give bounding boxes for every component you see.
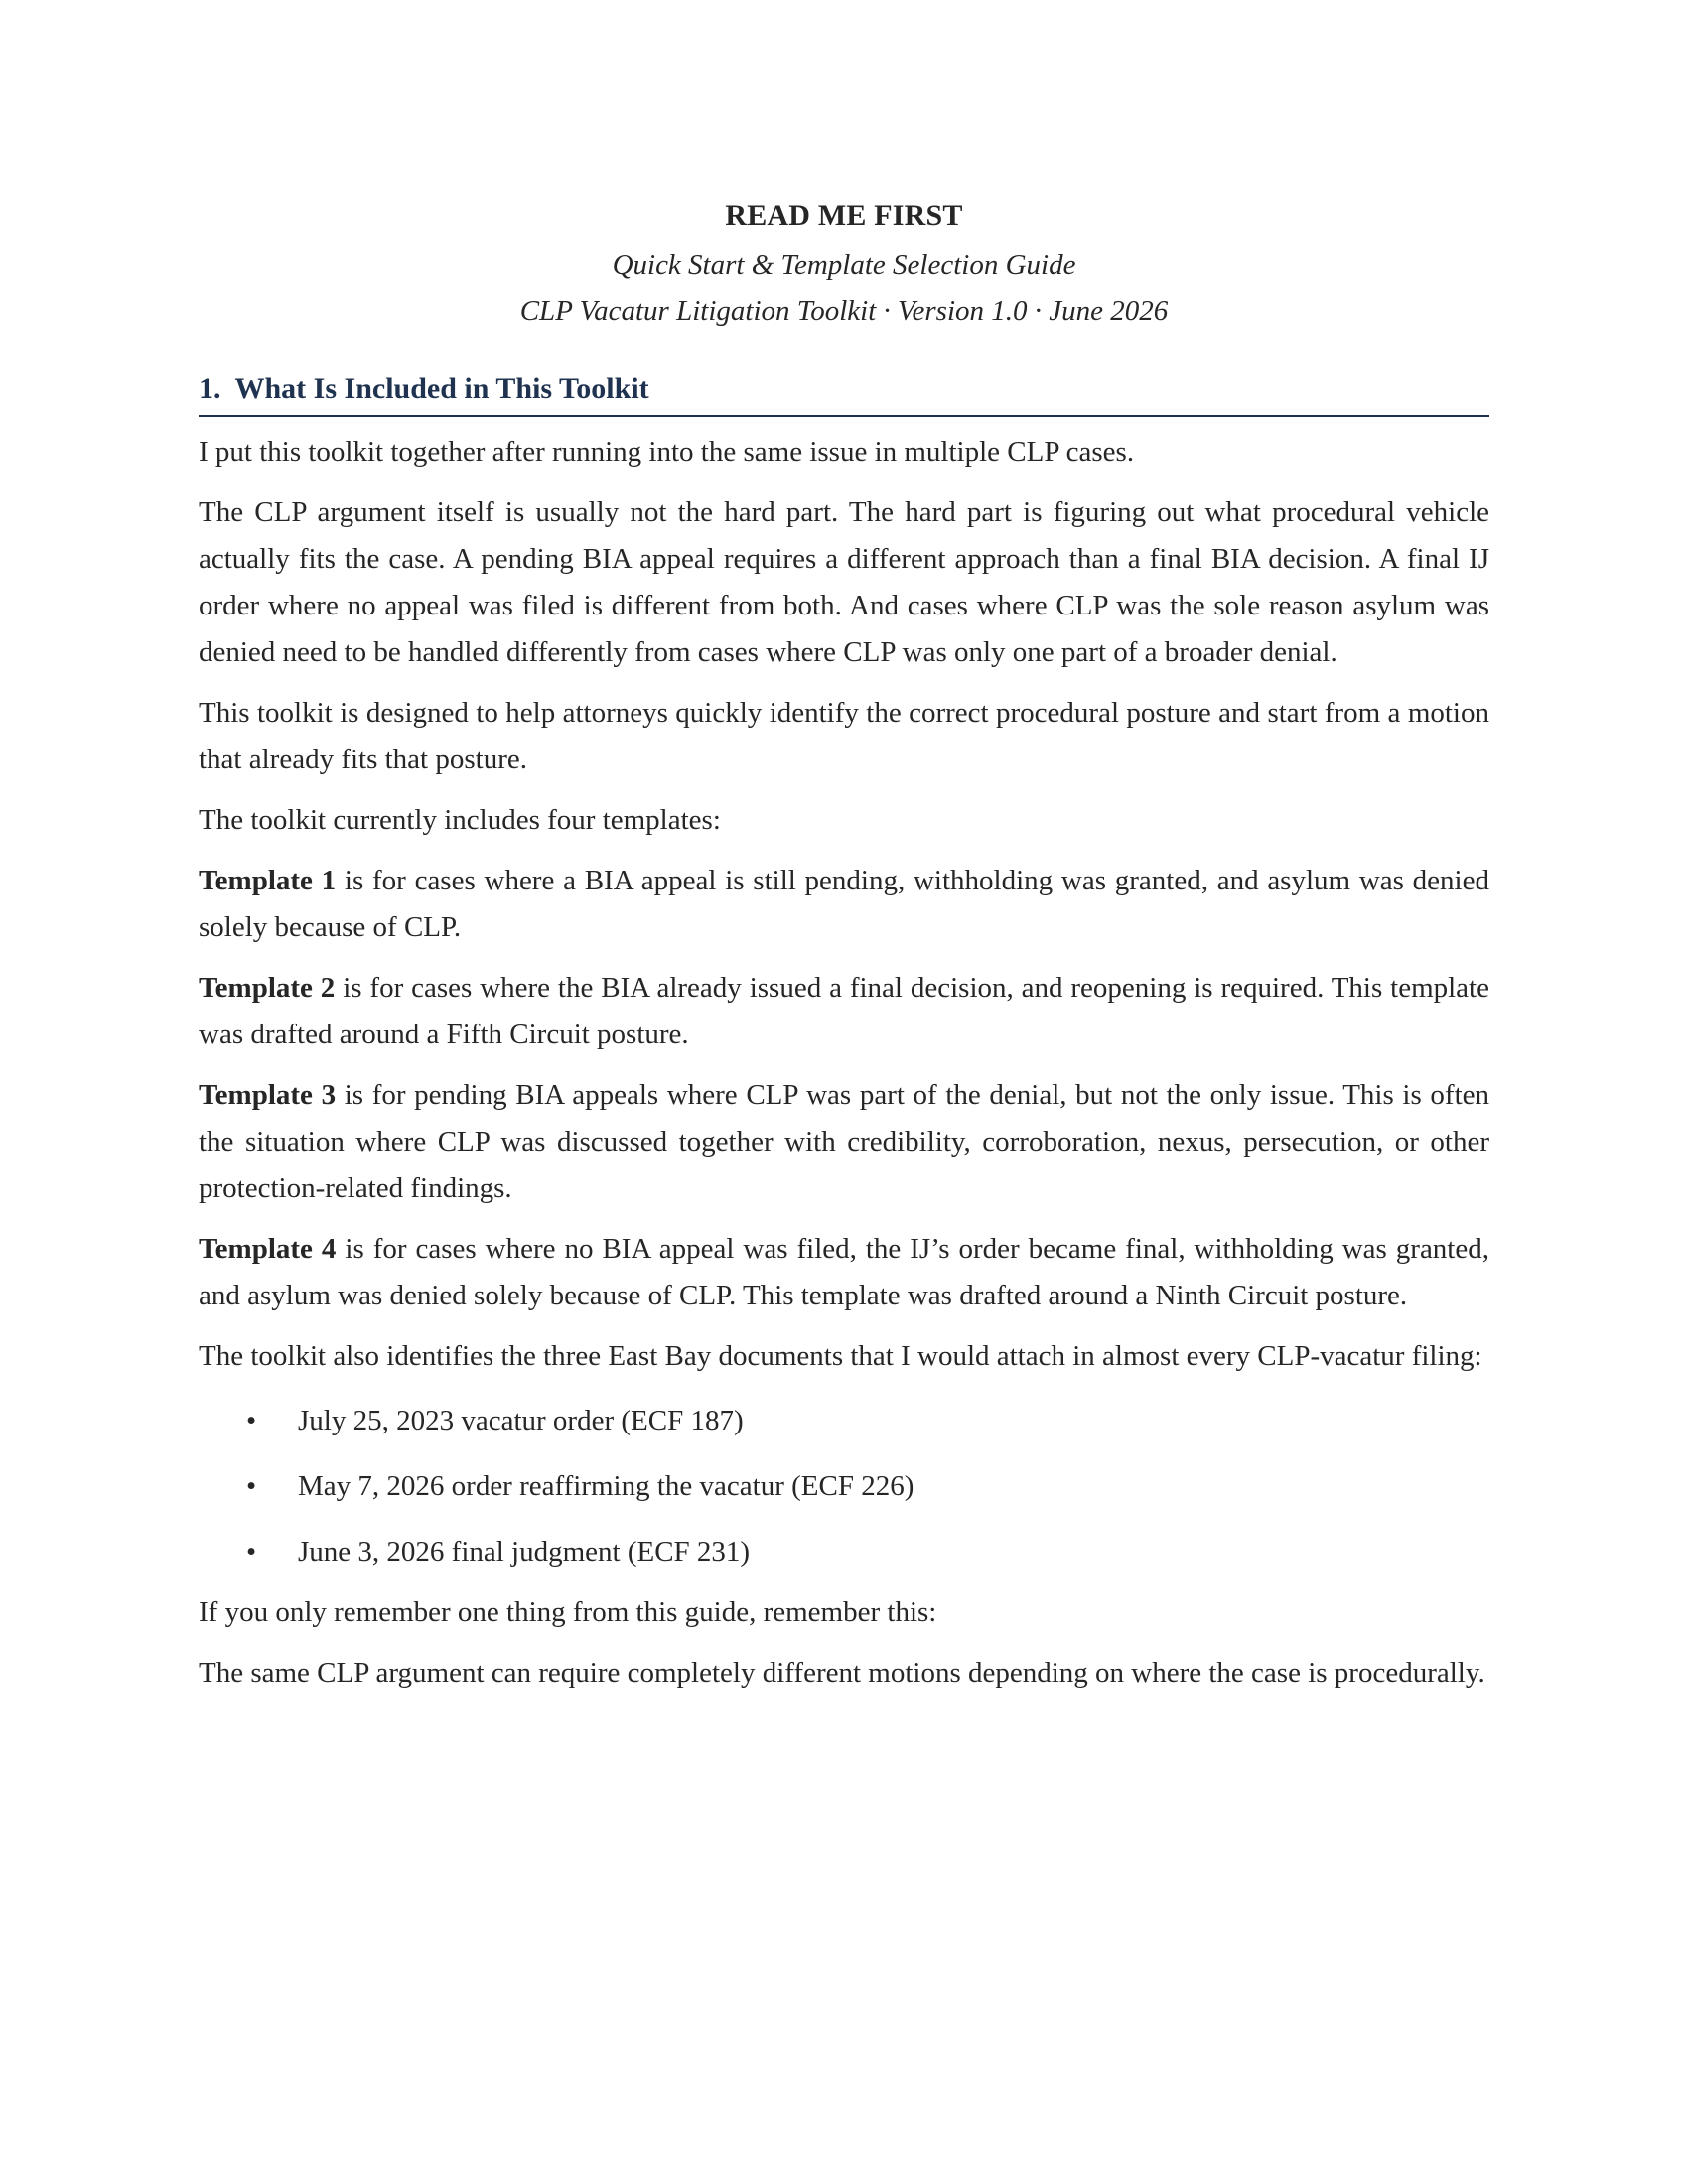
templates-intro-paragraph: The toolkit currently includes four templates:: [199, 804, 721, 836]
bullet-icon: •: [246, 1405, 257, 1436]
template-label: Template 1: [199, 865, 337, 896]
intro-paragraph: I put this toolkit together after running into the same issue in multiple CLP cases.: [199, 436, 1135, 468]
bullet-icon: •: [246, 1470, 257, 1502]
document-version-line: CLP Vacatur Litigation Toolkit · Version 1.0 · June 2026: [519, 295, 1169, 327]
template-label: Template 4: [199, 1233, 337, 1265]
template-1-paragraph: [199, 858, 1489, 951]
template-description: is for cases where a BIA appeal is still pending, withholding was granted, and asylum was denied solely because of CLP.: [199, 865, 1489, 943]
problem-paragraph: The CLP argument itself is usually not the hard part. The hard part is figuring out what procedural vehicle actually fits the case. A pending BIA appeal requires a different approach than a final BIA decision. A final IJ order where no appeal was filed is different from both. And cases where CLP was the sole reason asylum was denied need to be handled differently from cases where CLP was only one part of a broader denial.: [199, 496, 1489, 668]
template-4-paragraph: [199, 1226, 1489, 1319]
document-title: READ ME FIRST: [725, 200, 963, 232]
document-subtitle: Quick Start & Template Selection Guide: [612, 249, 1076, 281]
section-number: 1.: [199, 372, 221, 405]
template-3-paragraph: [199, 1072, 1489, 1212]
document-page: [199, 197, 1489, 1697]
template-label: Template 3: [199, 1079, 337, 1111]
remember-intro-paragraph: If you only remember one thing from this guide, remember this:: [199, 1596, 937, 1628]
list-item: [199, 1529, 1489, 1575]
bullet-icon: •: [246, 1536, 257, 1568]
section-title: What Is Included in This Toolkit: [234, 372, 649, 405]
attachments-intro-paragraph: The toolkit also identifies the three East Bay documents that I would attach in almost every CLP-vacatur filing:: [199, 1340, 1482, 1372]
key-takeaway-paragraph: The same CLP argument can require completely different motions depending on where the case is procedurally.: [199, 1657, 1485, 1689]
section-heading: [199, 369, 1489, 417]
list-item-text: July 25, 2023 vacatur order (ECF 187): [298, 1405, 744, 1436]
list-item: [199, 1463, 1489, 1510]
template-description: is for pending BIA appeals where CLP was part of the denial, but not the only issue. This is often the situation where CLP was discussed together with credibility, corroboration, nexus, persecution, or other protection-related findings.: [199, 1079, 1489, 1204]
template-2-paragraph: [199, 965, 1489, 1058]
list-item-text: June 3, 2026 final judgment (ECF 231): [298, 1536, 751, 1568]
template-description: is for cases where no BIA appeal was filed, the IJ’s order became final, withholding was granted, and asylum was denied solely because of CLP. This template was drafted around a Ninth Circuit posture.: [199, 1233, 1489, 1311]
template-description: is for cases where the BIA already issued a final decision, and reopening is required. This template was drafted around a Fifth Circuit posture.: [199, 972, 1489, 1050]
attachments-list: [199, 1398, 1489, 1575]
list-item: [199, 1398, 1489, 1444]
list-item-text: May 7, 2026 order reaffirming the vacatur (ECF 226): [298, 1470, 914, 1502]
template-label: Template 2: [199, 972, 336, 1004]
purpose-paragraph: This toolkit is designed to help attorneys quickly identify the correct procedural posture and start from a motion that already fits that posture.: [199, 697, 1489, 775]
